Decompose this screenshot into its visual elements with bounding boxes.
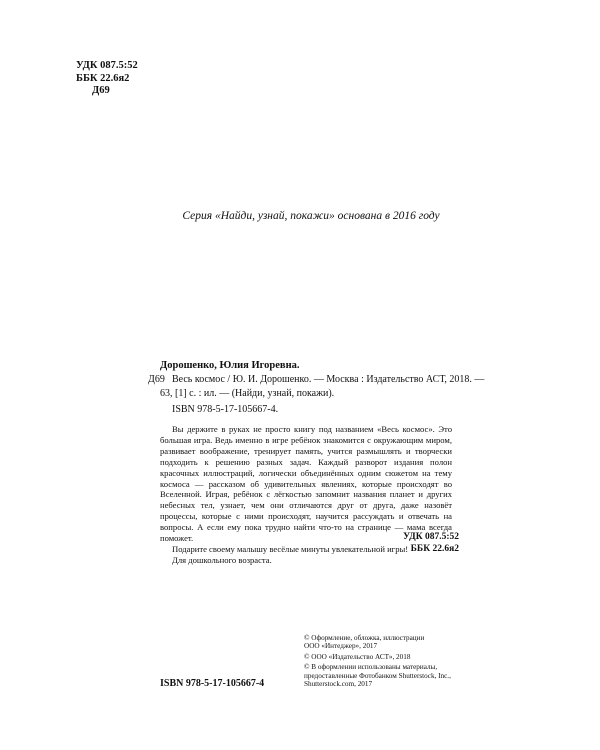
catalog-description-line1: Весь космос / Ю. И. Дорошенко. — Москва : Издательство АСТ, 2018. — (172, 374, 485, 385)
top-bbk-code: ББК 22.6я2 (76, 72, 130, 84)
bottom-bbk-code: ББК 22.6я2 (410, 543, 459, 554)
copyright-line: предоставленные Фотобанком Shutterstock, Inc., (304, 671, 451, 680)
bottom-udk-code: УДК 087.5:52 (403, 532, 459, 542)
copyright-line: © ООО «Издательство АСТ», 2018 (304, 652, 411, 661)
bottom-classification-codes (403, 532, 459, 555)
annotation-paragraph: Вы держите в руках не просто книгу под названием «Весь космос». Это большая игра. Ведь именно в игре ребёнок знакомится с окружающим миром, развивает воображение, тренирует память, учится размышлять и творчески подходить к решению разных задач. Каждый разворот издания полон красочных иллюстраций, логически объединённых одним сюжетом на тему космоса — рассказом об удивительных явлениях, которые происходят во Вселенной. Играя, ребёнок с лёгкостью запомнит названия планет и других небесных тел, узнает, чем они отличаются друг от друга, даже назовёт процессы, которые с ними происходят, научится рассуждать и отвечать на вопросы. А если ему пока трудно найти что-то на странице — мама всегда поможет. (160, 424, 452, 544)
catalog-description-line2: 63, [1] с. : ил. — (Найди, узнай, покажи). (160, 388, 335, 399)
catalog-isbn: ISBN 978-5-17-105667-4. (172, 404, 279, 415)
copyright-block (304, 634, 484, 688)
copyright-line: © В оформлении использованы материалы, (304, 663, 438, 672)
isbn-bottom: ISBN 978-5-17-105667-4 (160, 678, 265, 689)
copyright-line: © Оформление, обложка, иллюстрации (304, 634, 425, 642)
annotation-paragraph: Для дошкольного возраста. (172, 554, 272, 565)
copyright-line: ООО «Интеджер», 2017 (304, 642, 378, 651)
catalog-author-mark: Д69 (148, 374, 165, 385)
top-author-mark: Д69 (92, 85, 110, 96)
catalog-author-name: Дорошенко, Юлия Игоревна. (160, 360, 300, 371)
series-statement: Серия «Найди, узнай, покажи» основана в 2016 году (182, 210, 440, 222)
top-udk-code: УДК 087.5:52 (76, 60, 138, 71)
top-classification-codes (76, 60, 138, 98)
copyright-line: Shutterstock.com, 2017 (304, 680, 373, 689)
annotation-paragraph: Подарите своему малышу весёлые минуты увлекательной игры! (172, 543, 409, 554)
